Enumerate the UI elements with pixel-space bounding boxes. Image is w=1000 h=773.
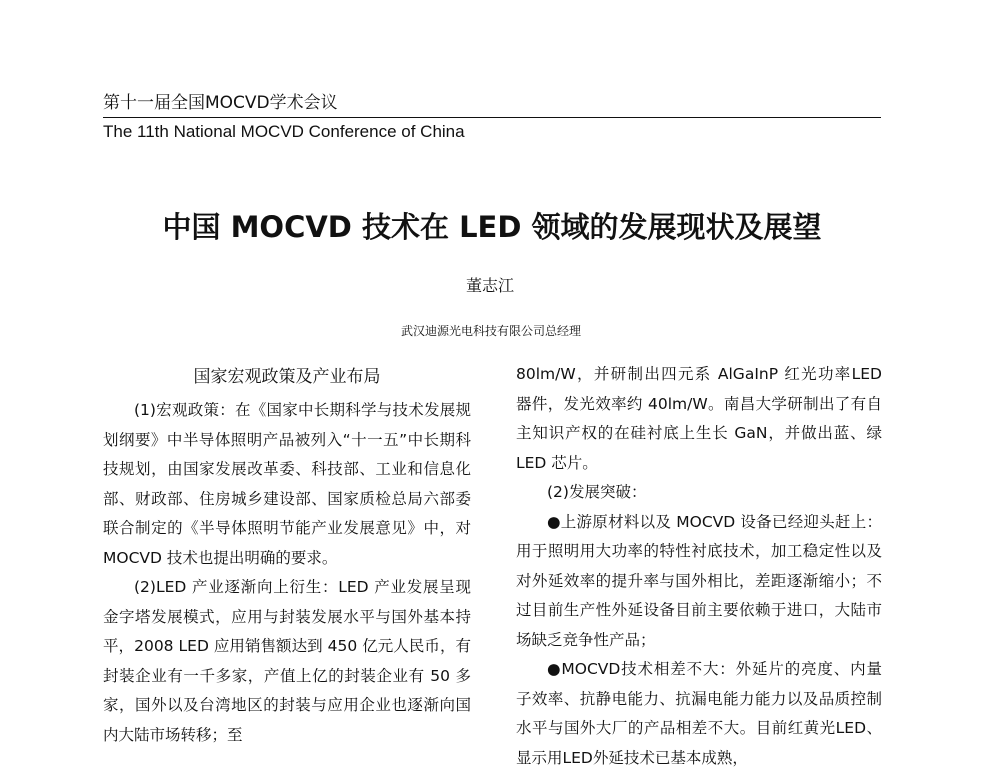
paragraph-continued: 80lm/W，并研制出四元系 AlGaInP 红光功率LED 器件，发光效率约 40lm/W。南昌大学研制出了有自主知识产权的在硅衬底上生长 GaN，并做出蓝、绿 LED 芯片。 [516,365,882,472]
paragraph-upstream-materials: ●上游原材料以及 MOCVD 设备已经迎头赶上：用于照明用大功率的特性衬底技术，加工稳定性以及对外延效率的提升率与国外相比，差距逐渐缩小；不过目前生产性外延设备目前主要依赖于进口，大陆市场缺乏竞争性产品； [516,512,882,649]
article-title: 中国 MOCVD 技术在 LED 领域的发展现状及展望 [162,210,822,244]
author-affiliation: 武汉迪源光电科技有限公司总经理 [400,324,581,338]
conference-title-english: The 11th National MOCVD Conference of China [103,122,465,141]
article-author: 董志江 [465,276,514,295]
paragraph-breakthrough-heading: (2)发展突破： [547,483,647,501]
paragraph-macro-policy: (1)宏观政策：在《国家中长期科学与技术发展规划纲要》中半导体照明产品被列入“十一五”中长期科技规划，由国家发展改革委、科技部、工业和信息化部、财政部、住房城乡建设部、国家质检总局六部委联合制定的《半导体照明节能产业发展意见》中，对 MOCVD 技术也提出明确的要求。 [103,401,471,567]
left-column [103,360,471,750]
paragraph-mocvd-technology: ●MOCVD技术相差不大：外延片的亮度、内量子效率、抗静电能力、抗漏电能力能力以及品质控制水平与国外大厂的产品相差不大。目前红黄光LED、显示用LED外延技术已基本成熟， [516,660,882,767]
paragraph-led-industry: (2)LED 产业逐渐向上衍生：LED 产业发展呈现金字塔发展模式，应用与封装发展水平与国外基本持平，2008 LED 应用销售额达到 450 亿元人民币，有封装企业有一千多家，产值上亿的封装企业有 50 多家，国外以及台湾地区的封装与应用企业也逐渐向国内大陆市场转移；至 [103,578,471,744]
conference-title-chinese: 第十一届全国MOCVD学术会议 [103,93,338,113]
section-heading: 国家宏观政策及产业布局 [193,367,381,387]
header-divider [103,117,881,118]
right-column [516,360,882,773]
